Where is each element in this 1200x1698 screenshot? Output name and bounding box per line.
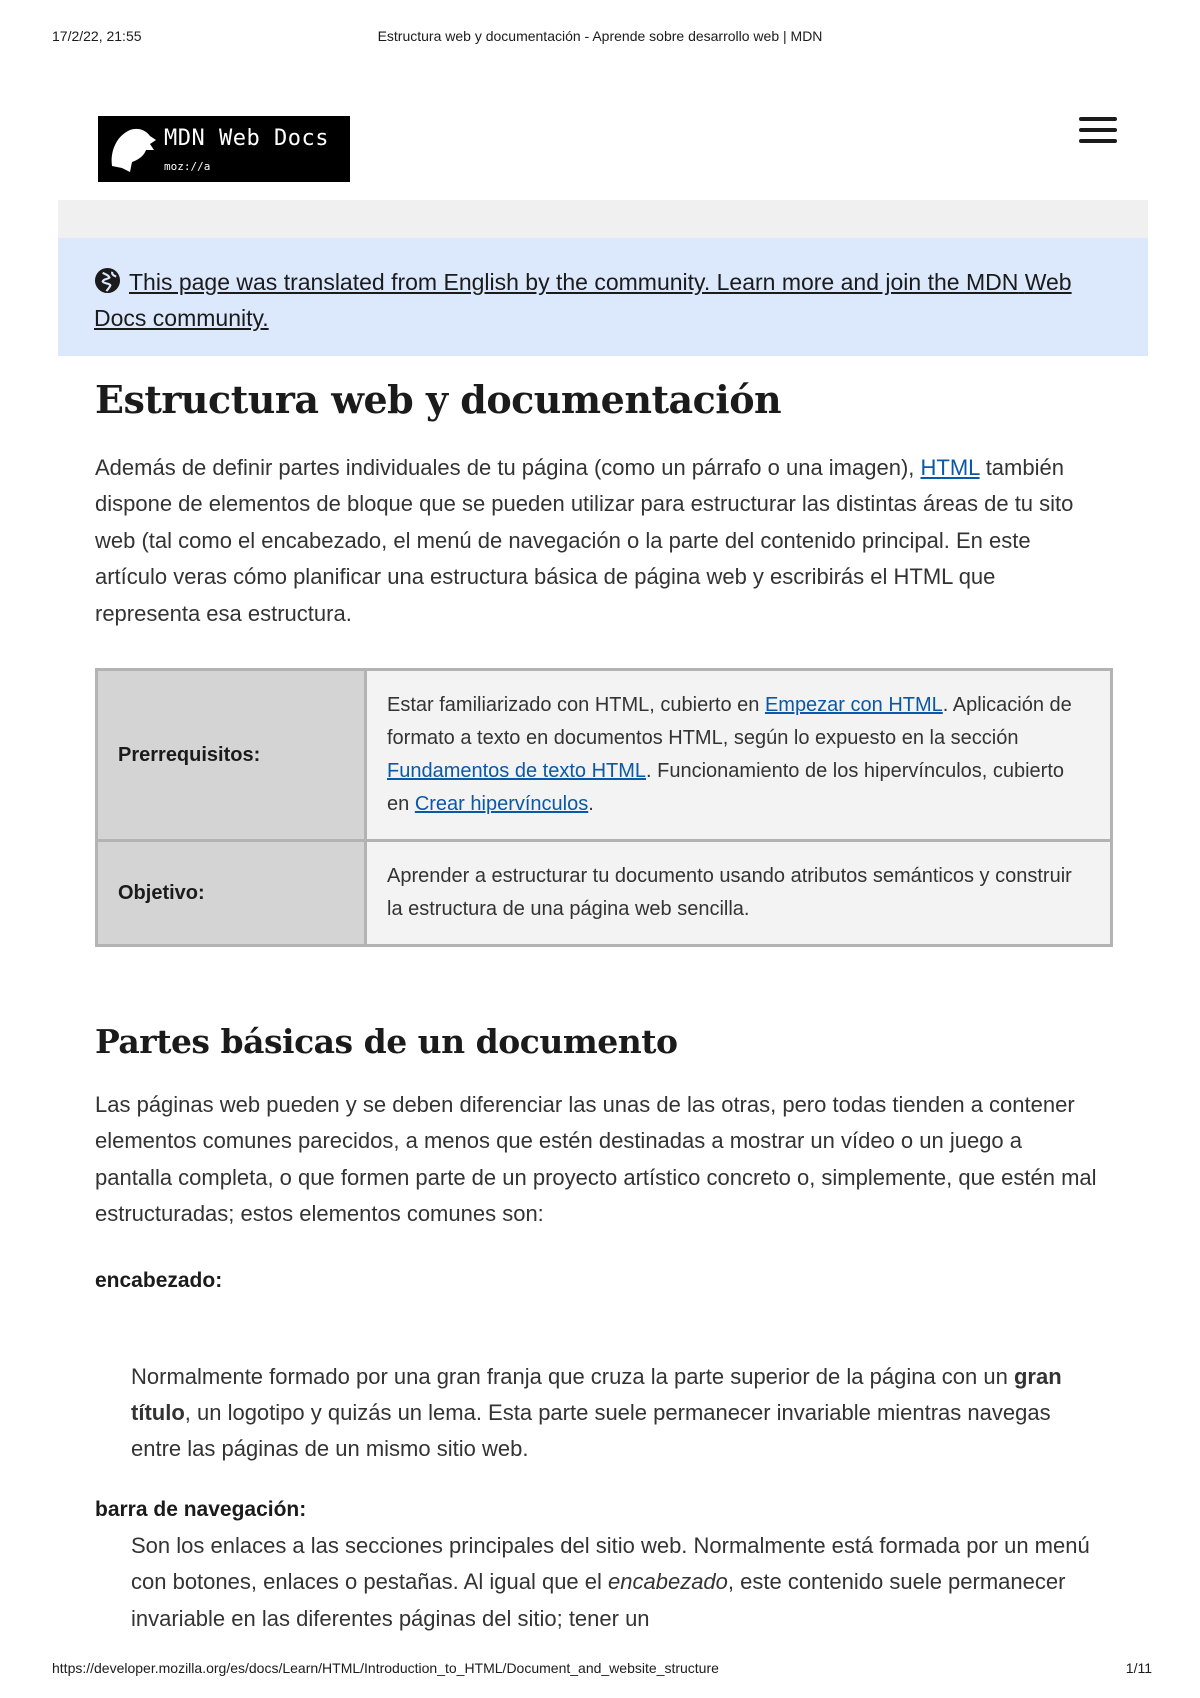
section-paragraph: Las páginas web pueden y se deben diferenciar las unas de las otras, pero todas tienden a contener elementos comunes parecidos, a menos que estén destinadas a mostrar un vídeo o un juego a pantalla completa, o que formen parte de un proyecto artístico concreto o, simplemente, que estén mal estructuradas; estos elementos comunes son: [95,1092,1097,1227]
dinosaur-logo-icon [104,122,160,176]
logo-subtext: moz://a [164,160,211,173]
translation-banner [58,238,1148,356]
definition-header: Normalmente formado por una gran franja que cruza la parte superior de la página con un gran título, un logotipo y quizás un lema. Esta parte suele permanecer invariable mientras navegas entre las páginas de un mismo sitio web. [131,1363,1062,1462]
translation-banner-link[interactable]: This page was translated from English by the community. Learn more and join the MDN Web Docs community. [94,269,1072,331]
page-title: Estructura web y documentación [95,377,782,422]
objective-label: Objetivo: [97,841,366,946]
section-heading: Partes básicas de un documento [95,1022,678,1062]
print-footer [0,1660,1200,1680]
term-navbar: barra de navegación: [95,1497,307,1521]
print-title: Estructura web y documentación - Aprende sobre desarrollo web | MDN [377,28,823,44]
objective-text: Aprender a estructurar tu documento usando atributos semánticos y construir la estructura de una página web sencilla. [366,841,1112,946]
mdn-logo[interactable] [98,116,350,182]
prerequisites-row [97,670,1112,841]
menu-button[interactable] [1076,114,1120,148]
learning-box-table [95,668,1113,947]
html-link[interactable]: HTML [920,455,980,480]
term-header: encabezado: [95,1268,223,1292]
print-url: https://developer.mozilla.org/es/docs/Learn/HTML/Introduction_to_HTML/Document_and_website_structure [52,1660,719,1676]
prerequisites-label: Prerrequisitos: [97,670,366,841]
print-header [0,28,1200,48]
page-number: 1/11 [1125,1660,1152,1676]
print-date: 17/2/22, 21:55 [52,28,142,44]
prerequisites-text: Estar familiarizado con HTML, cubierto en Empezar con HTML. Aplicación de formato a texto en documentos HTML, según lo expuesto en la sección Fundamentos de texto HTML. Funcionamiento de los hipervínculos, cubierto en Crear hipervínculos. [366,670,1112,841]
definition-navbar: Son los enlaces a las secciones principales del sitio web. Normalmente está formada por un menú con botones, enlaces o pestañas. Al igual que el encabezado, este contenido suele permanecer invariable en las diferentes páginas del sitio; tener un [131,1532,1090,1631]
hamburger-icon [1079,117,1117,121]
logo-text: MDN Web Docs [164,126,329,151]
objective-row [97,841,1112,946]
definition-list [95,1263,1105,1637]
text-fundamentals-link[interactable]: Fundamentos de texto HTML [387,760,647,783]
article-content [95,372,1105,1637]
globe-icon [94,267,121,294]
getting-started-link[interactable]: Empezar con HTML [764,694,943,717]
top-band [58,200,1148,238]
intro-paragraph: Además de definir partes individuales de tu página (como un párrafo o una imagen), HTML también dispone de elementos de bloque que se pueden utilizar para estructurar las distintas áreas de tu sito web (tal como el encabezado, el menú de navegación o la parte del contenido principal. En este artículo veras cómo planificar una estructura básica de página web y escribirás el HTML que representa esa estructura. [95,455,1074,626]
creating-hyperlinks-link[interactable]: Crear hipervínculos [414,793,589,816]
